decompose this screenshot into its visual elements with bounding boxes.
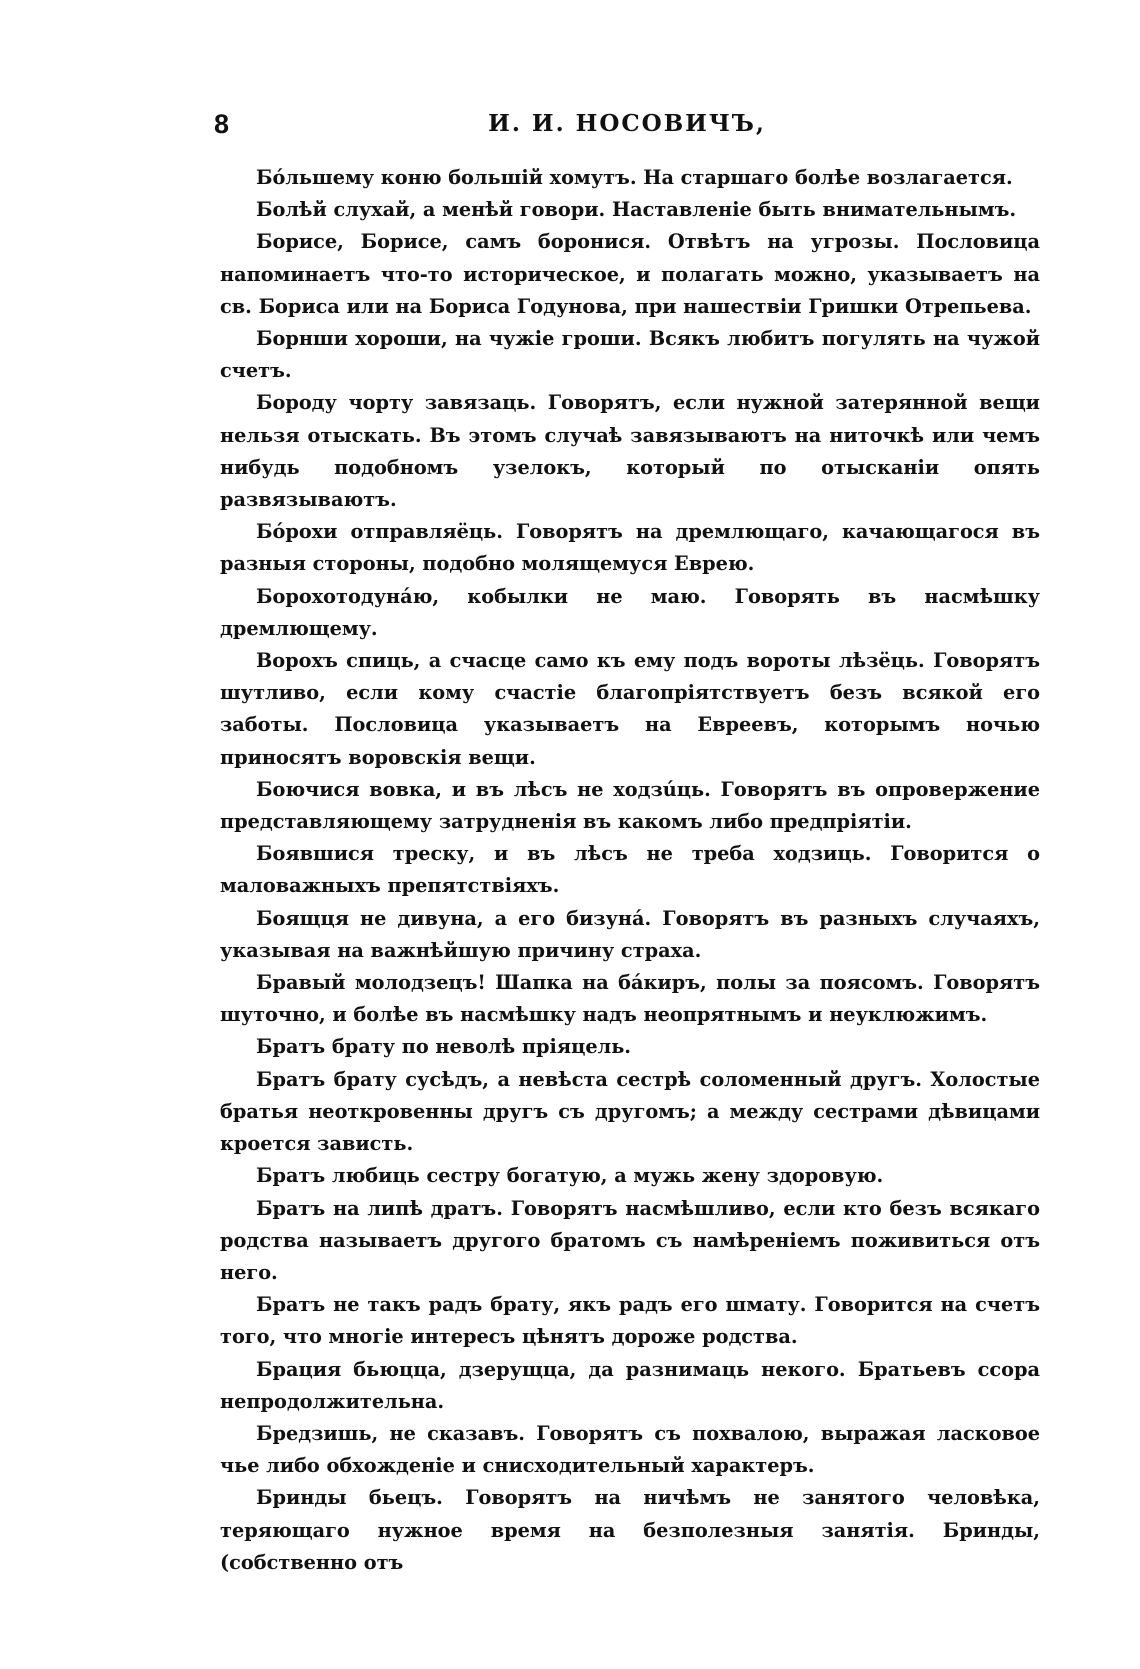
proverb-entry: Бóрохи отправляёць. Говорятъ на дремлющаго, качающагося въ разныя стороны, подобно молящемуся Еврею. — [220, 520, 1040, 576]
proverb-entry: Братъ любиць сестру богатую, а мужь жену здоровую. — [256, 1164, 884, 1188]
proverb-entry: Братъ не такъ радъ брату, якъ радъ его шмату. Говорится на счетъ того, что многіе интересъ цѣнятъ дороже родства. — [220, 1293, 1040, 1349]
proverb-entry: Бороду чорту завязаць. Говорятъ, если нужной затерянной вещи нельзя отыскать. Въ этомъ случаѣ завязываютъ на ниточкѣ или чемъ нибудь подобномъ узелокъ, который по отысканіи опять развязываютъ. — [220, 391, 1040, 512]
running-title: И. И. НОСОВИЧЪ, — [488, 110, 766, 137]
page-body — [220, 162, 1040, 1579]
proverb-entry: Бредзишь, не сказавъ. Говорятъ съ похвалою, выражая ласковое чье либо обхожденіе и снисходительный характеръ. — [220, 1421, 1040, 1478]
page-number: 8 — [214, 109, 230, 139]
proverb-entry: Бравый молодзецъ! Шапка на бáкиръ, полы за поясомъ. Говорятъ шуточно, и болѣе въ насмѣшку надъ неопрятнымъ и неуклюжимъ. — [220, 971, 1040, 1027]
proverb-entry: Борисе, Борисе, самъ боронися. Отвѣтъ на угрозы. Пословица напоминаетъ что-то историческое, и полагать можно, указываетъ на св. Бориса или на Бориса Годунова, при нашествіи Гришки Отрепьева. — [220, 230, 1040, 318]
proverb-entry: Братъ брату сусѣдъ, а невѣста сестрѣ соломенный другъ. Холостые братья неоткровенны другъ съ другомъ; а между сестрами дѣвицами кроется зависть. — [220, 1067, 1040, 1156]
proverb-entry: Бóльшему коню большій хомутъ. На старшаго болѣе возлагается. — [256, 166, 1013, 189]
proverb-entry: Брация бьюцца, дзерущца, да разнимаць некого. Братьевъ ссора непродолжительна. — [220, 1357, 1040, 1413]
proverb-entry: Братъ брату по неволѣ пріяцель. — [256, 1035, 631, 1059]
proverb-entry: Болѣй слухай, а менѣй говори. Наставленіе быть внимательнымъ. — [256, 198, 1017, 222]
proverb-entry: Борнши хороши, на чужіе гроши. Всякъ любитъ погулять на чужой счетъ. — [220, 327, 1040, 383]
proverb-entry: Боючися вовка, и въ лѣсъ не ходзúць. Говорятъ въ опровержение представляющему затрудненія въ какомъ либо предпріятіи. — [220, 777, 1040, 834]
proverb-entry: Боявшися треску, и въ лѣсъ не треба ходзиць. Говорится о маловажныхъ препятствіяхъ. — [220, 842, 1040, 898]
proverb-entry: Братъ на липѣ дратъ. Говорятъ насмѣшливо, если кто безъ всякаго родства называетъ другого братомъ съ намѣреніемъ поживиться отъ него. — [220, 1196, 1040, 1284]
proverb-entry: Борохотодунáю, кобылки не маю. Говорять въ насмѣшку дремлющему. — [220, 584, 1040, 640]
proverb-entry: Бринды бьецъ. Говорятъ на ничѣмъ не занятого человѣка, теряющаго нужное время на безполезныя занятія. Бринды, (собственно отъ — [220, 1486, 1040, 1574]
page-header — [214, 104, 1040, 144]
proverb-entry: Ворохъ спиць, а счасце само къ ему подъ вороты лѣзёць. Говорятъ шутливо, если кому счастіе благопріятствуетъ безъ всякой его заботы. Пословица указываетъ на Евреевъ, которымъ ночью приносятъ воровскія вещи. — [220, 649, 1040, 769]
proverb-entry: Боящця не дивуна, а его бизунá. Говорятъ въ разныхъ случаяхъ, указывая на важнѣйшую причину страха. — [220, 906, 1040, 962]
